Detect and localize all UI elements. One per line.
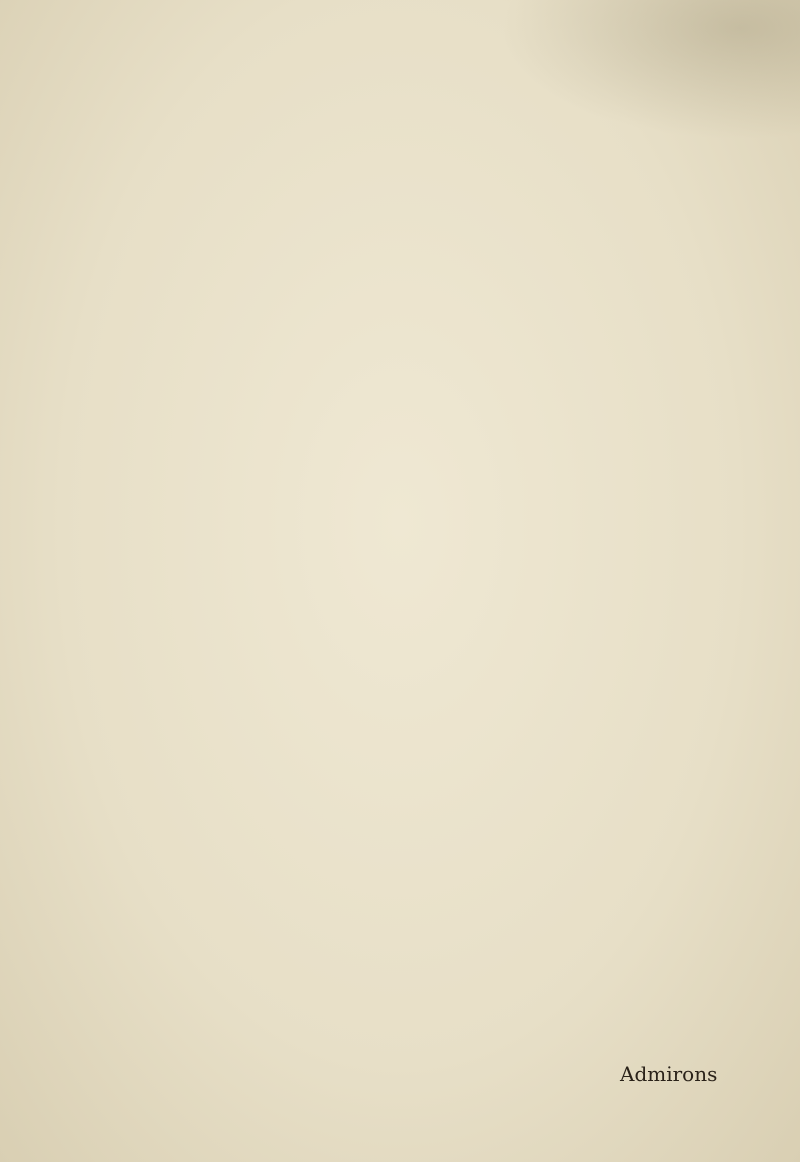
paper-stain	[500, 0, 800, 140]
catchword: Admirons	[620, 1062, 718, 1086]
